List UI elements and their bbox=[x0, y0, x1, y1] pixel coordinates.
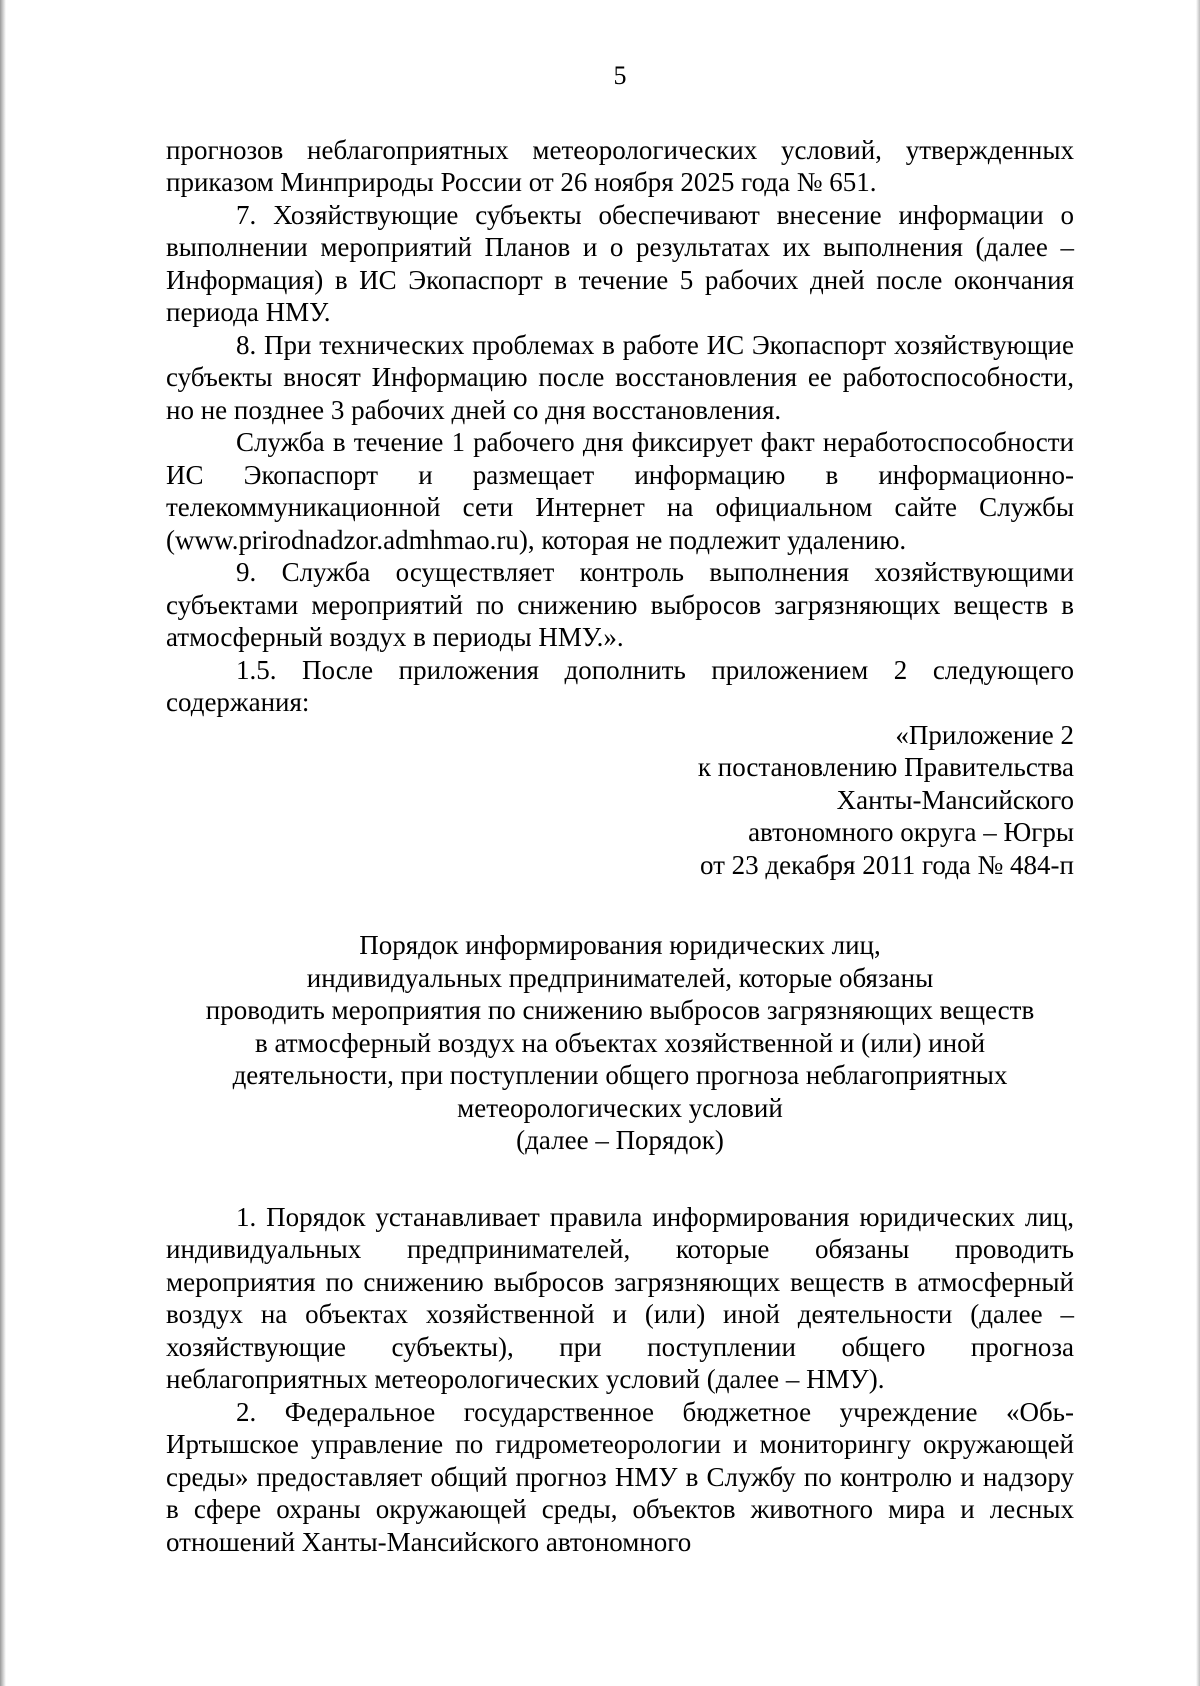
appendix-header bbox=[166, 719, 1074, 882]
title-line: индивидуальных предпринимателей, которые обязаны bbox=[306, 962, 934, 993]
title-line: в атмосферный воздух на объектах хозяйственной и (или) иной bbox=[254, 1027, 986, 1058]
title-line: деятельности, при поступлении общего прогноза неблагоприятных bbox=[232, 1060, 1008, 1090]
title-line: метеорологических условий bbox=[457, 1092, 783, 1123]
scan-edge-left bbox=[0, 0, 6, 1686]
paragraph-order-item-2: 2. Федеральное государственное бюджетное учреждение «Обь-Иртышское управление по гидрометеорологии и мониторингу окружающей среды» предоставляет общий прогноз НМУ в Службу по контролю и надзору в сфере охраны окружающей среды, объектов животного мира и лесных отношений Ханты-Мансийского автономного bbox=[166, 1396, 1074, 1557]
document-page bbox=[166, 60, 1074, 1558]
paragraph-service-note: Служба в течение 1 рабочего дня фиксирует факт неработоспособности ИС Экопаспорт и размещает информацию в информационно-телекоммуникационной сети Интернет на официальном сайте Службы (www.prirodnadzor.admhmao.ru), которая не подлежит удалению. bbox=[166, 427, 1074, 555]
title-line: Порядок информирования юридических лиц, bbox=[359, 930, 881, 960]
title-line: (далее – Порядок) bbox=[516, 1125, 724, 1155]
appendix-line: «Приложение 2 bbox=[895, 719, 1074, 750]
scan-edge-right bbox=[1196, 0, 1200, 1686]
appendix-line: к постановлению Правительства bbox=[697, 752, 1074, 782]
appendix-line: от 23 декабря 2011 года № 484-п bbox=[699, 849, 1074, 880]
paragraph-item-8: 8. При технических проблемах в работе ИС Экопаспорт хозяйствующие субъекты вносят Информацию после восстановления ее работоспособности, но не позднее 3 рабочих дней со дня восстановления. bbox=[166, 329, 1074, 425]
paragraph-item-9: 9. Служба осуществляет контроль выполнения хозяйствующими субъектами мероприятий по снижению выбросов загрязняющих веществ в атмосферный воздух в периоды НМУ.». bbox=[166, 557, 1074, 652]
paragraph-order-item-1: 1. Порядок устанавливает правила информирования юридических лиц, индивидуальных предпринимателей, которые обязаны проводить мероприятия по снижению выбросов загрязняющих веществ в атмосферный воздух на объектах хозяйственной и (или) иной деятельности (далее – хозяйствующие субъекты), при поступлении общего прогноза неблагоприятных метеорологических условий (далее – НМУ). bbox=[166, 1201, 1074, 1394]
title-line: проводить мероприятия по снижению выбросов загрязняющих веществ bbox=[205, 995, 1035, 1025]
appendix-line: Ханты-Мансийского bbox=[836, 784, 1074, 815]
page-number: 5 bbox=[613, 61, 627, 90]
appendix-line: автономного округа – Югры bbox=[748, 817, 1074, 847]
paragraph-item-7: 7. Хозяйствующие субъекты обеспечивают внесение информации о выполнении мероприятий Планов и о результатах их выполнения (далее – Информация) в ИС Экопаспорт в течение 5 рабочих дней после окончания периода НМУ. bbox=[166, 199, 1074, 327]
paragraph-item-1-5: 1.5. После приложения дополнить приложением 2 следующего содержания: bbox=[166, 654, 1074, 717]
paragraph-continuation: прогнозов неблагоприятных метеорологических условий, утвержденных приказом Минприроды России от 26 ноября 2025 года № 651. bbox=[166, 134, 1074, 197]
document-title bbox=[166, 929, 1074, 1157]
